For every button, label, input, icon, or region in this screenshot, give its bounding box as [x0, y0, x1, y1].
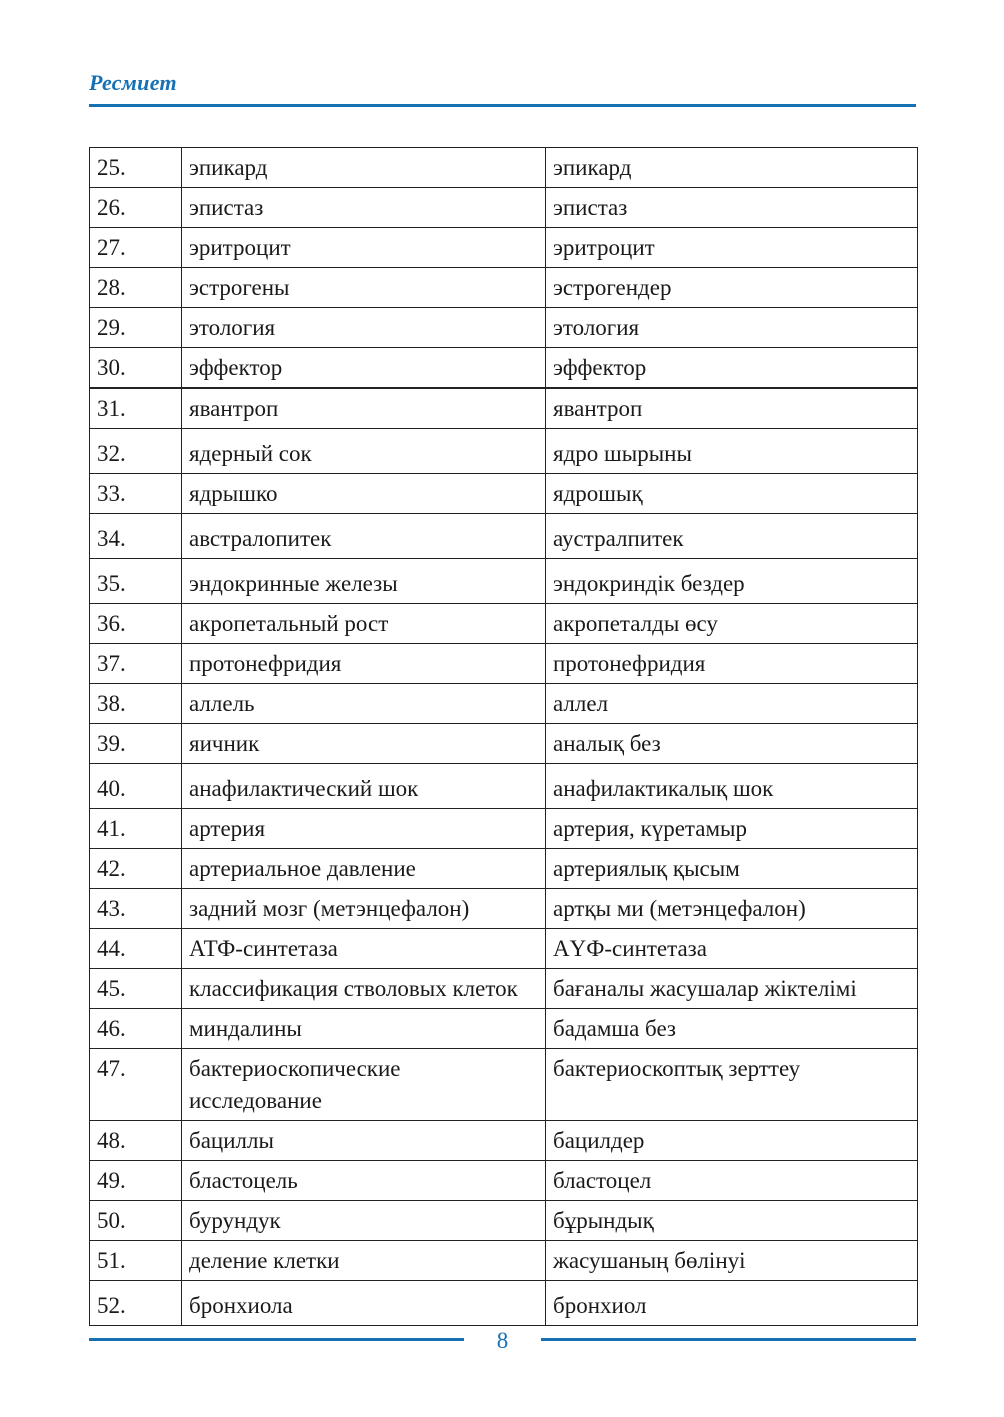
- term-kazakh: бадамша без: [546, 1009, 918, 1049]
- table-row: [90, 559, 918, 604]
- row-number: 28.: [90, 268, 182, 308]
- term-kazakh: бронхиол: [546, 1281, 918, 1326]
- term-kazakh: эпистаз: [546, 188, 918, 228]
- table-row: [90, 929, 918, 969]
- table-row: [90, 724, 918, 764]
- term-kazakh: аустралпитек: [546, 514, 918, 559]
- term-russian: аллель: [182, 684, 546, 724]
- term-russian: этология: [182, 308, 546, 348]
- table-row: [90, 644, 918, 684]
- row-number: 46.: [90, 1009, 182, 1049]
- footer-divider-left: [89, 1338, 464, 1341]
- table-row: [90, 514, 918, 559]
- term-russian: артерия: [182, 809, 546, 849]
- row-number: 51.: [90, 1241, 182, 1281]
- row-number: 50.: [90, 1201, 182, 1241]
- term-russian: бактериоскопические исследование: [182, 1049, 546, 1121]
- table-row: [90, 348, 918, 389]
- table-row: [90, 604, 918, 644]
- table-row: [90, 684, 918, 724]
- term-kazakh: эндокриндік бездер: [546, 559, 918, 604]
- term-russian: АТФ-синтетаза: [182, 929, 546, 969]
- row-number: 40.: [90, 764, 182, 809]
- table-row: [90, 849, 918, 889]
- term-russian: акропетальный рост: [182, 604, 546, 644]
- row-number: 29.: [90, 308, 182, 348]
- row-number: 52.: [90, 1281, 182, 1326]
- row-number: 25.: [90, 148, 182, 188]
- table-row: [90, 268, 918, 308]
- row-number: 38.: [90, 684, 182, 724]
- term-kazakh: аналық без: [546, 724, 918, 764]
- row-number: 35.: [90, 559, 182, 604]
- term-kazakh: бұрындық: [546, 1201, 918, 1241]
- term-kazakh: жасушаның бөлінуі: [546, 1241, 918, 1281]
- row-number: 31.: [90, 388, 182, 429]
- term-russian: бронхиола: [182, 1281, 546, 1326]
- row-number: 42.: [90, 849, 182, 889]
- term-kazakh: бактериоскоптық зерттеу: [546, 1049, 918, 1121]
- term-russian: бациллы: [182, 1121, 546, 1161]
- term-russian: бурундук: [182, 1201, 546, 1241]
- row-number: 37.: [90, 644, 182, 684]
- table-row: [90, 764, 918, 809]
- term-kazakh: ядрошық: [546, 474, 918, 514]
- term-russian: эпистаз: [182, 188, 546, 228]
- term-russian: бластоцель: [182, 1161, 546, 1201]
- table-row: [90, 969, 918, 1009]
- table-row: [90, 1201, 918, 1241]
- term-kazakh: артерия, күретамыр: [546, 809, 918, 849]
- table-row: [90, 388, 918, 429]
- term-kazakh: этология: [546, 308, 918, 348]
- term-kazakh: бластоцел: [546, 1161, 918, 1201]
- table-row: [90, 188, 918, 228]
- term-kazakh: артериялық қысым: [546, 849, 918, 889]
- row-number: 36.: [90, 604, 182, 644]
- row-number: 43.: [90, 889, 182, 929]
- term-russian: миндалины: [182, 1009, 546, 1049]
- term-russian: артериальное давление: [182, 849, 546, 889]
- term-russian: явантроп: [182, 388, 546, 429]
- row-number: 30.: [90, 348, 182, 389]
- term-kazakh: эпикард: [546, 148, 918, 188]
- row-number: 34.: [90, 514, 182, 559]
- table-row: [90, 429, 918, 474]
- table-row: [90, 889, 918, 929]
- term-kazakh: протонефридия: [546, 644, 918, 684]
- row-number: 41.: [90, 809, 182, 849]
- term-russian: эритроцит: [182, 228, 546, 268]
- term-kazakh: явантроп: [546, 388, 918, 429]
- section-title: Ресмиет: [89, 70, 177, 95]
- header-divider: [89, 104, 916, 107]
- term-kazakh: анафилактикалық шок: [546, 764, 918, 809]
- term-russian: яичник: [182, 724, 546, 764]
- row-number: 33.: [90, 474, 182, 514]
- footer-divider-right: [541, 1338, 916, 1341]
- term-kazakh: ядро шырыны: [546, 429, 918, 474]
- row-number: 32.: [90, 429, 182, 474]
- term-russian: австралопитек: [182, 514, 546, 559]
- table-row: [90, 228, 918, 268]
- term-kazakh: артқы ми (метэнцефалон): [546, 889, 918, 929]
- table-row: [90, 809, 918, 849]
- row-number: 26.: [90, 188, 182, 228]
- table-row: [90, 1241, 918, 1281]
- row-number: 48.: [90, 1121, 182, 1161]
- term-kazakh: аллел: [546, 684, 918, 724]
- table-row: [90, 308, 918, 348]
- table-row: [90, 1009, 918, 1049]
- term-russian: классификация стволовых клеток: [182, 969, 546, 1009]
- table-row: [90, 474, 918, 514]
- row-number: 49.: [90, 1161, 182, 1201]
- term-russian: задний мозг (метэнцефалон): [182, 889, 546, 929]
- term-kazakh: эритроцит: [546, 228, 918, 268]
- term-kazakh: эстрогендер: [546, 268, 918, 308]
- term-kazakh: бағаналы жасушалар жіктелімі: [546, 969, 918, 1009]
- term-kazakh: акропеталды өсу: [546, 604, 918, 644]
- term-russian: эпикард: [182, 148, 546, 188]
- page-number: 8: [496, 1328, 509, 1353]
- row-number: 47.: [90, 1049, 182, 1121]
- term-russian: эффектор: [182, 348, 546, 389]
- terms-table: [89, 147, 918, 1326]
- term-russian: эстрогены: [182, 268, 546, 308]
- term-russian: эндокринные железы: [182, 559, 546, 604]
- table-row: [90, 148, 918, 188]
- term-kazakh: бацилдер: [546, 1121, 918, 1161]
- row-number: 45.: [90, 969, 182, 1009]
- term-russian: деление клетки: [182, 1241, 546, 1281]
- term-kazakh: АҮФ-синтетаза: [546, 929, 918, 969]
- row-number: 27.: [90, 228, 182, 268]
- table-row: [90, 1281, 918, 1326]
- term-russian: анафилактический шок: [182, 764, 546, 809]
- row-number: 44.: [90, 929, 182, 969]
- term-russian: протонефридия: [182, 644, 546, 684]
- row-number: 39.: [90, 724, 182, 764]
- table-row: [90, 1049, 918, 1121]
- term-kazakh: эффектор: [546, 348, 918, 389]
- table-row: [90, 1161, 918, 1201]
- table-row: [90, 1121, 918, 1161]
- term-russian: ядерный сок: [182, 429, 546, 474]
- term-russian: ядрышко: [182, 474, 546, 514]
